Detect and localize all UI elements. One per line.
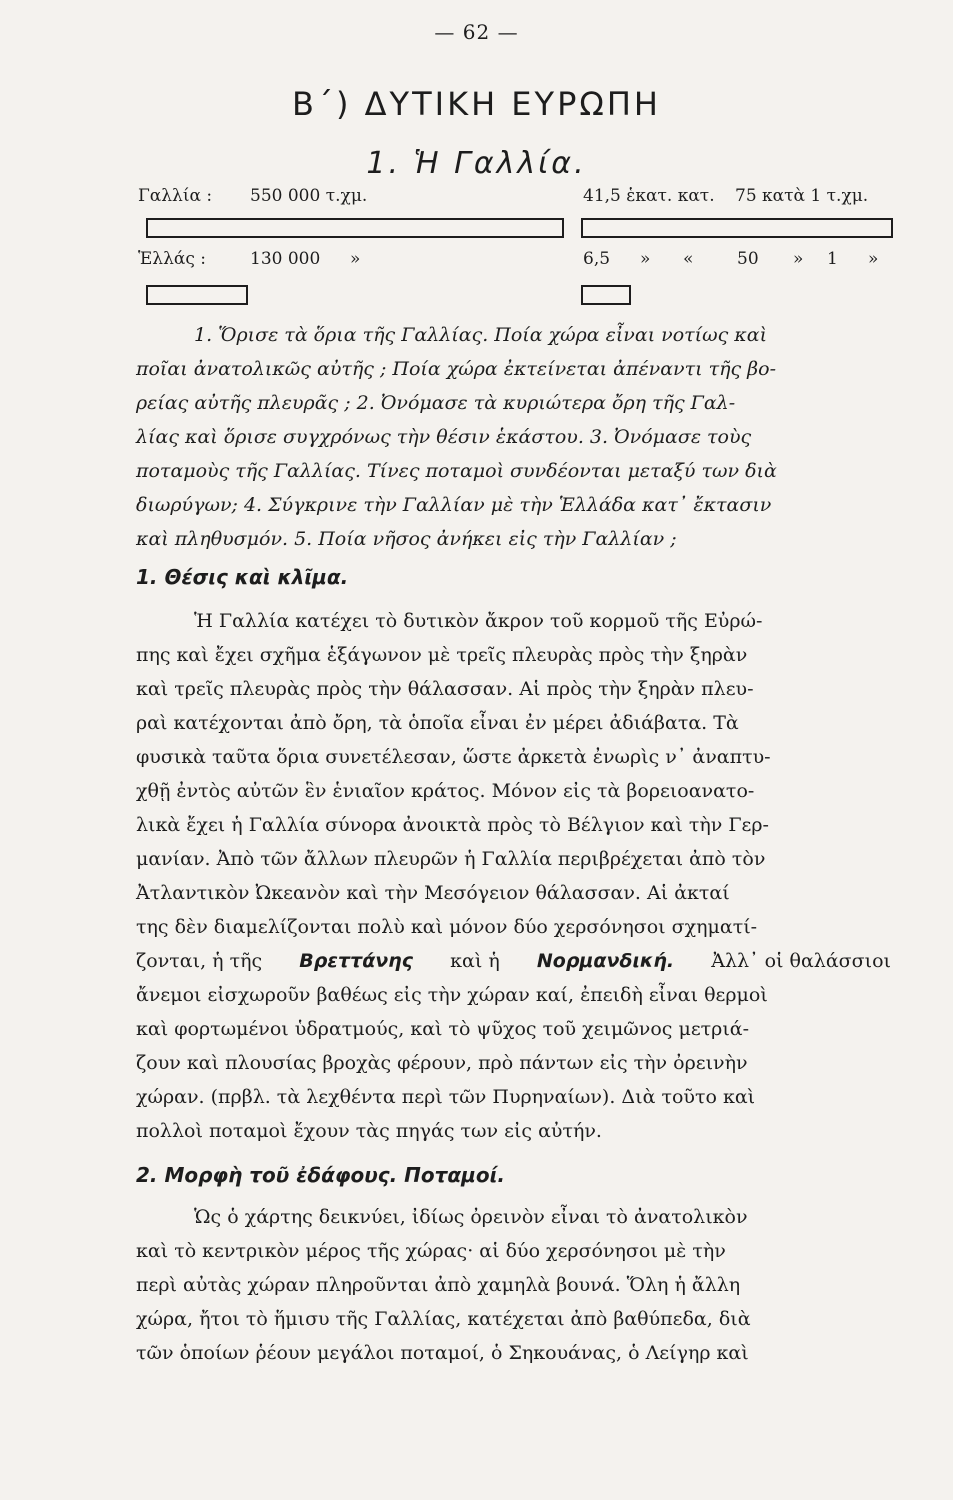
page-number: — 62 — [434, 20, 519, 44]
ditto-mark: » [640, 249, 651, 269]
text-line: ρείας αὐτῆς πλευρᾶς ; 2. Ὀνόμασε τὰ κυριώτερα ὄρη τῆς Γαλ- [136, 392, 736, 414]
greece-label: Ἑλλάς : [138, 249, 206, 269]
greece-area: 130 000 [250, 249, 321, 269]
text-line: περὶ αὐτὰς χώραν πληροῦνται ἀπὸ χαμηλὰ βουνά. Ὅλη ἡ ἄλλη [136, 1274, 741, 1296]
text-line: καὶ φορτωμένοι ὑδρατμούς, καὶ τὸ ψῦχος τοῦ χειμῶνος μετριά- [136, 1018, 750, 1040]
france-population: 41,5 ἑκατ. κατ. [583, 186, 715, 206]
part-title: Β΄) ΔΥΤΙΚΗ ΕΥΡΩΠΗ [292, 85, 661, 123]
text-line: Ὡς ὁ χάρτης δεικνύει, ἰδίως ὀρεινὸν εἶναι τὸ ἀνατολικὸν [194, 1206, 748, 1228]
text-line: ποῖαι ἀνατολικῶς αὐτῆς ; Ποία χώρα ἐκτείνεται ἀπέναντι τῆς βο- [136, 358, 777, 380]
france-population-bar [581, 218, 893, 238]
chapter-title: 1. Ἡ Γαλλία. [366, 146, 587, 181]
text-line: καὶ τὸ κεντρικὸν μέρος τῆς χώρας· αἱ δύο χερσόνησοι μὲ τὴν [136, 1240, 726, 1262]
text-line: πολλοὶ ποταμοὶ ἔχουν τὰς πηγάς των εἰς αὐτήν. [136, 1120, 602, 1142]
text-line [136, 944, 891, 978]
text-line: χώρα, ἤτοι τὸ ἥμισυ τῆς Γαλλίας, κατέχεται ἀπὸ βαθύπεδα, διὰ [136, 1308, 751, 1330]
text-line: πης καὶ ἔχει σχῆμα ἑξάγωνον μὲ τρεῖς πλευρὰς πρὸς τὴν ξηρὰν [136, 644, 748, 666]
greece-density-unit: 1 [827, 249, 838, 269]
greece-population-bar [581, 285, 631, 305]
text-line: ραὶ κατέχονται ἀπὸ ὄρη, τὰ ὁποῖα εἶναι ἐν μέρει ἀδιάβατα. Τὰ [136, 712, 739, 734]
text-line: Ἀτλαντικὸν Ὠκεανὸν καὶ τὴν Μεσόγειον θάλασσαν. Αἱ ἀκταί [136, 882, 730, 904]
france-density: 75 κατὰ 1 τ.χμ. [735, 186, 869, 206]
text-line: της δὲν διαμελίζονται πολὺ καὶ μόνον δύο χερσόνησοι σχηματί- [136, 916, 758, 938]
ditto-mark: » [793, 249, 804, 269]
section-heading: 1. Θέσις καὶ κλῖμα. [136, 565, 349, 589]
text-line: λίας καὶ ὅρισε συγχρόνως τὴν θέσιν ἑκάστου. 3. Ὀνόμασε τοὺς [136, 426, 752, 448]
france-area: 550 000 τ.χμ. [250, 186, 368, 206]
term-bretagne: Βρεττάνης [299, 950, 413, 972]
text-line: διωρύγων; 4. Σύγκρινε τὴν Γαλλίαν μὲ τὴν Ἑλλάδα κατ᾽ ἔκτασιν [136, 494, 772, 516]
france-label: Γαλλία : [138, 186, 213, 206]
ditto-mark: » [868, 249, 879, 269]
text-line: τῶν ὁποίων ῥέουν μεγάλοι ποταμοί, ὁ Σηκουάνας, ὁ Λείγηρ καὶ [136, 1342, 749, 1364]
text-line: μανίαν. Ἀπὸ τῶν ἄλλων πλευρῶν ἡ Γαλλία περιβρέχεται ἀπὸ τὸν [136, 848, 766, 870]
text-line: χθῇ ἐντὸς αὐτῶν ἓν ἑνιαῖον κράτος. Μόνον εἰς τὰ βορειοανατο- [136, 780, 755, 802]
text-line: καὶ πληθυσμόν. 5. Ποία νῆσος ἀνήκει εἰς τὴν Γαλλίαν ; [136, 528, 677, 550]
exercise-questions [136, 318, 891, 556]
greece-population: 6,5 [583, 249, 611, 269]
text-line: Ἡ Γαλλία κατέχει τὸ δυτικὸν ἄκρον τοῦ κορμοῦ τῆς Εὐρώ- [194, 610, 763, 632]
text-line: χώραν. (πρβλ. τὰ λεχθέντα περὶ τῶν Πυρηναίων). Διὰ τοῦτο καὶ [136, 1086, 756, 1108]
text-line: καὶ τρεῖς πλευρὰς πρὸς τὴν θάλασσαν. Αἱ πρὸς τὴν ξηρὰν πλευ- [136, 678, 754, 700]
section-heading: 2. Μορφὴ τοῦ ἐδάφους. Ποταμοί. [136, 1163, 506, 1187]
text-run: ζονται, ἡ τῆς [136, 950, 263, 972]
term-normandie: Νορμανδική. [536, 950, 675, 972]
france-area-bar [146, 218, 564, 238]
greece-area-bar [146, 285, 248, 305]
text-line: ἄνεμοι εἰσχωροῦν βαθέως εἰς τὴν χώραν καί, ἐπειδὴ εἶναι θερμοὶ [136, 984, 768, 1006]
text-run: καὶ ἡ [450, 950, 500, 972]
section-2-body [136, 1200, 891, 1370]
text-line: ζουν καὶ πλουσίας βροχὰς φέρουν, πρὸ πάντων εἰς τὴν ὀρεινὴν [136, 1052, 748, 1074]
ditto-mark: » [350, 249, 361, 269]
greece-density: 50 [737, 249, 759, 269]
text-line: λικὰ ἔχει ἡ Γαλλία σύνορα ἀνοικτὰ πρὸς τὸ Βέλγιον καὶ τὴν Γερ- [136, 814, 769, 836]
text-line: φυσικὰ ταῦτα ὅρια συνετέλεσαν, ὥστε ἀρκετὰ ἐνωρὶς ν᾽ ἀναπτυ- [136, 746, 771, 768]
section-1-body [136, 604, 891, 1148]
text-run: Ἀλλ᾽ οἱ θαλάσσιοι [711, 950, 891, 972]
text-line: 1. Ὅρισε τὰ ὅρια τῆς Γαλλίας. Ποία χώρα εἶναι νοτίως καὶ [194, 324, 768, 346]
ditto-mark: « [683, 249, 694, 269]
text-line: ποταμοὺς τῆς Γαλλίας. Τίνες ποταμοὶ συνδέονται μεταξύ των διὰ [136, 460, 777, 482]
